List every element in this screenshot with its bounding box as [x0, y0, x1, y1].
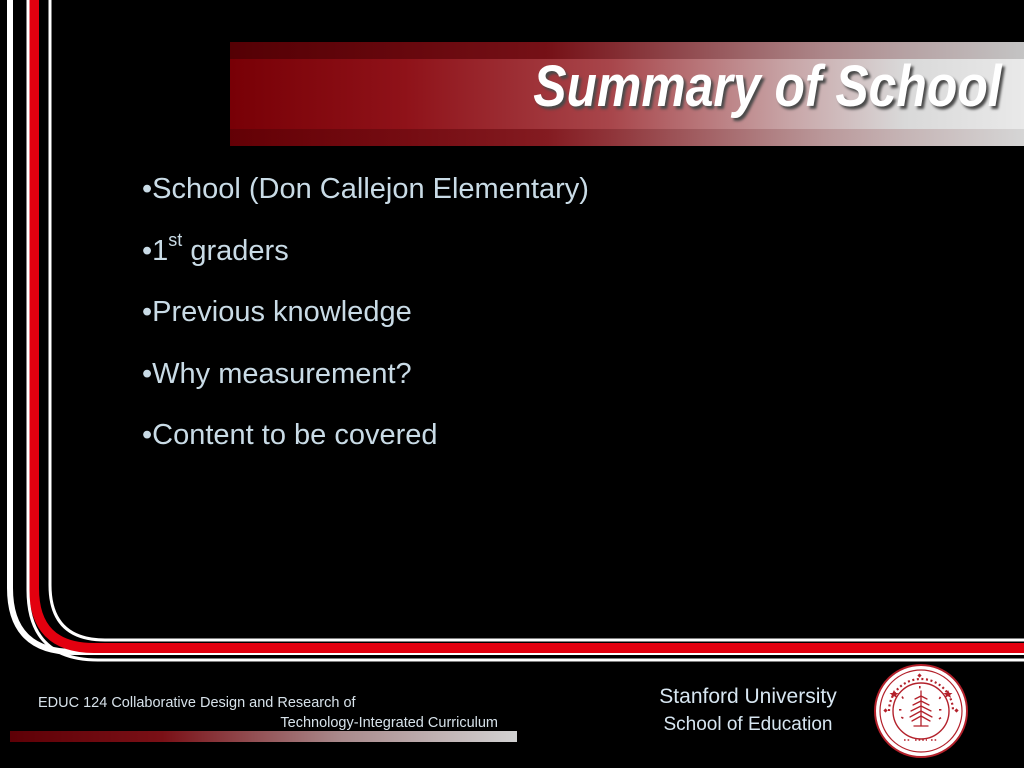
bullet-marker: •	[142, 296, 153, 328]
bullet-marker: •	[142, 173, 153, 205]
footer-course-line1: EDUC 124 Collaborative Design and Research of	[38, 695, 356, 711]
footer-course-line2: Technology-Integrated Curriculum	[280, 715, 498, 731]
bullet-marker: •	[142, 419, 153, 451]
bullet-marker: •	[142, 357, 153, 390]
bullet-item	[142, 353, 589, 395]
bullet-item	[142, 168, 589, 210]
footer-bar	[10, 731, 517, 742]
footer-university: Stanford University	[659, 685, 837, 708]
bullet-superscript: st	[168, 229, 183, 250]
bullet-text: Content to be covered	[152, 419, 438, 451]
footer-institution	[630, 682, 866, 738]
bullet-marker: •	[142, 234, 153, 267]
bullet-item	[142, 414, 589, 456]
bullet-text: Previous knowledge	[152, 296, 412, 328]
bullet-text: School (Don Callejon Elementary)	[152, 173, 589, 205]
stanford-seal-icon	[874, 664, 968, 758]
bullet-list	[142, 168, 589, 476]
page-title: Summary of School	[533, 54, 1002, 119]
bullet-text: 1	[152, 234, 169, 267]
bullet-item	[142, 291, 589, 333]
bullet-text-after: graders	[182, 234, 289, 267]
footer-course-title	[38, 693, 498, 733]
bullet-text: Why measurement?	[152, 357, 412, 390]
footer-school: School of Education	[663, 714, 833, 735]
title-banner-bottom-strip	[230, 129, 1024, 146]
bullet-item	[142, 230, 589, 272]
